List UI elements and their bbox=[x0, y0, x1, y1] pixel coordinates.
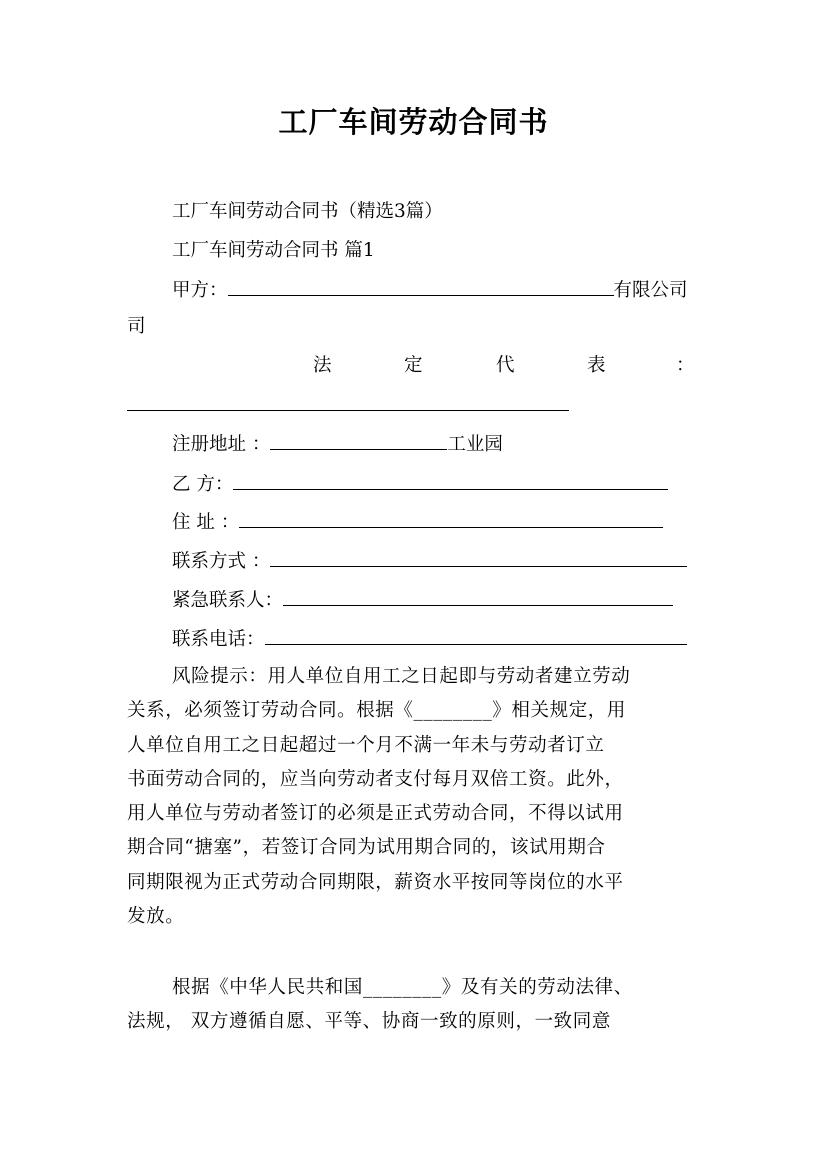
party-b-blank[interactable] bbox=[233, 472, 668, 490]
phone-label: 联系电话： bbox=[172, 629, 265, 650]
risk-line-8: 发放。 bbox=[127, 906, 185, 928]
contact-blank[interactable] bbox=[270, 549, 687, 567]
address-blank[interactable] bbox=[239, 510, 663, 528]
party-a-wrap: 司 bbox=[127, 316, 146, 337]
legal-rep-char-1: 法 bbox=[313, 355, 332, 376]
registered-address-label: 注册地址 ： bbox=[172, 434, 271, 455]
document-subtitle: 工厂车间劳动合同书（精选3篇） bbox=[172, 201, 443, 222]
phone-line bbox=[172, 627, 687, 652]
party-a-suffix: 有限公司 bbox=[613, 280, 688, 301]
party-b-line bbox=[172, 472, 668, 497]
document-title: 工厂车间劳动合同书 bbox=[278, 105, 549, 139]
legal-rep-blank[interactable] bbox=[127, 410, 569, 411]
legal-rep-char-2: 定 bbox=[404, 355, 423, 376]
risk-line-2: 关系，必须签订劳动合同。根据《________》相关规定，用 bbox=[127, 700, 627, 722]
risk-line-6: 期合同“搪塞”，若签订合同为试用期合同的，该试用期合 bbox=[127, 837, 606, 859]
registered-address-blank[interactable] bbox=[270, 432, 447, 450]
risk-line-7: 同期限视为正式劳动合同期限，薪资水平按同等岗位的水平 bbox=[127, 871, 624, 893]
risk-line-5: 用人单位与劳动者签订的必须是正式劳动合同，不得以试用 bbox=[127, 803, 624, 825]
party-b-label: 乙 方： bbox=[172, 474, 234, 495]
contact-line bbox=[172, 549, 687, 574]
legal-rep-char-4: 表 bbox=[587, 355, 606, 376]
registered-address-suffix: 工业园 bbox=[447, 434, 503, 455]
section-heading: 工厂车间劳动合同书 篇1 bbox=[172, 240, 375, 261]
registered-address-line bbox=[172, 432, 503, 457]
risk-line-1: 风险提示：用人单位自用工之日起即与劳动者建立劳动 bbox=[172, 666, 631, 687]
basis-line-1: 根据《中华人民共和国________》及有关的劳动法律、 bbox=[172, 977, 633, 998]
basis-line-2: 法规， 双方遵循自愿、平等、协商一致的原则，一致同意 bbox=[127, 1011, 611, 1033]
party-a-blank[interactable] bbox=[228, 278, 614, 296]
basis-paragraph bbox=[127, 971, 705, 1040]
risk-line-3: 人单位自用工之日起超过一个月不满一年未与劳动者订立 bbox=[127, 734, 605, 756]
risk-line-4: 书面劳动合同的，应当向劳动者支付每月双倍工资。此外， bbox=[127, 768, 624, 790]
address-label: 住 址 ： bbox=[172, 512, 240, 533]
emergency-contact-line bbox=[172, 588, 673, 613]
phone-blank[interactable] bbox=[265, 627, 687, 645]
contact-label: 联系方式 ： bbox=[172, 551, 271, 572]
legal-rep-char-3: 代 bbox=[496, 355, 515, 376]
legal-rep-colon: ： bbox=[676, 355, 695, 376]
party-a-line bbox=[172, 278, 688, 303]
party-a-label: 甲方： bbox=[172, 280, 228, 301]
address-line bbox=[172, 510, 663, 535]
emergency-contact-label: 紧急联系人： bbox=[172, 590, 284, 611]
emergency-contact-blank[interactable] bbox=[283, 588, 673, 606]
risk-paragraph bbox=[127, 660, 705, 934]
